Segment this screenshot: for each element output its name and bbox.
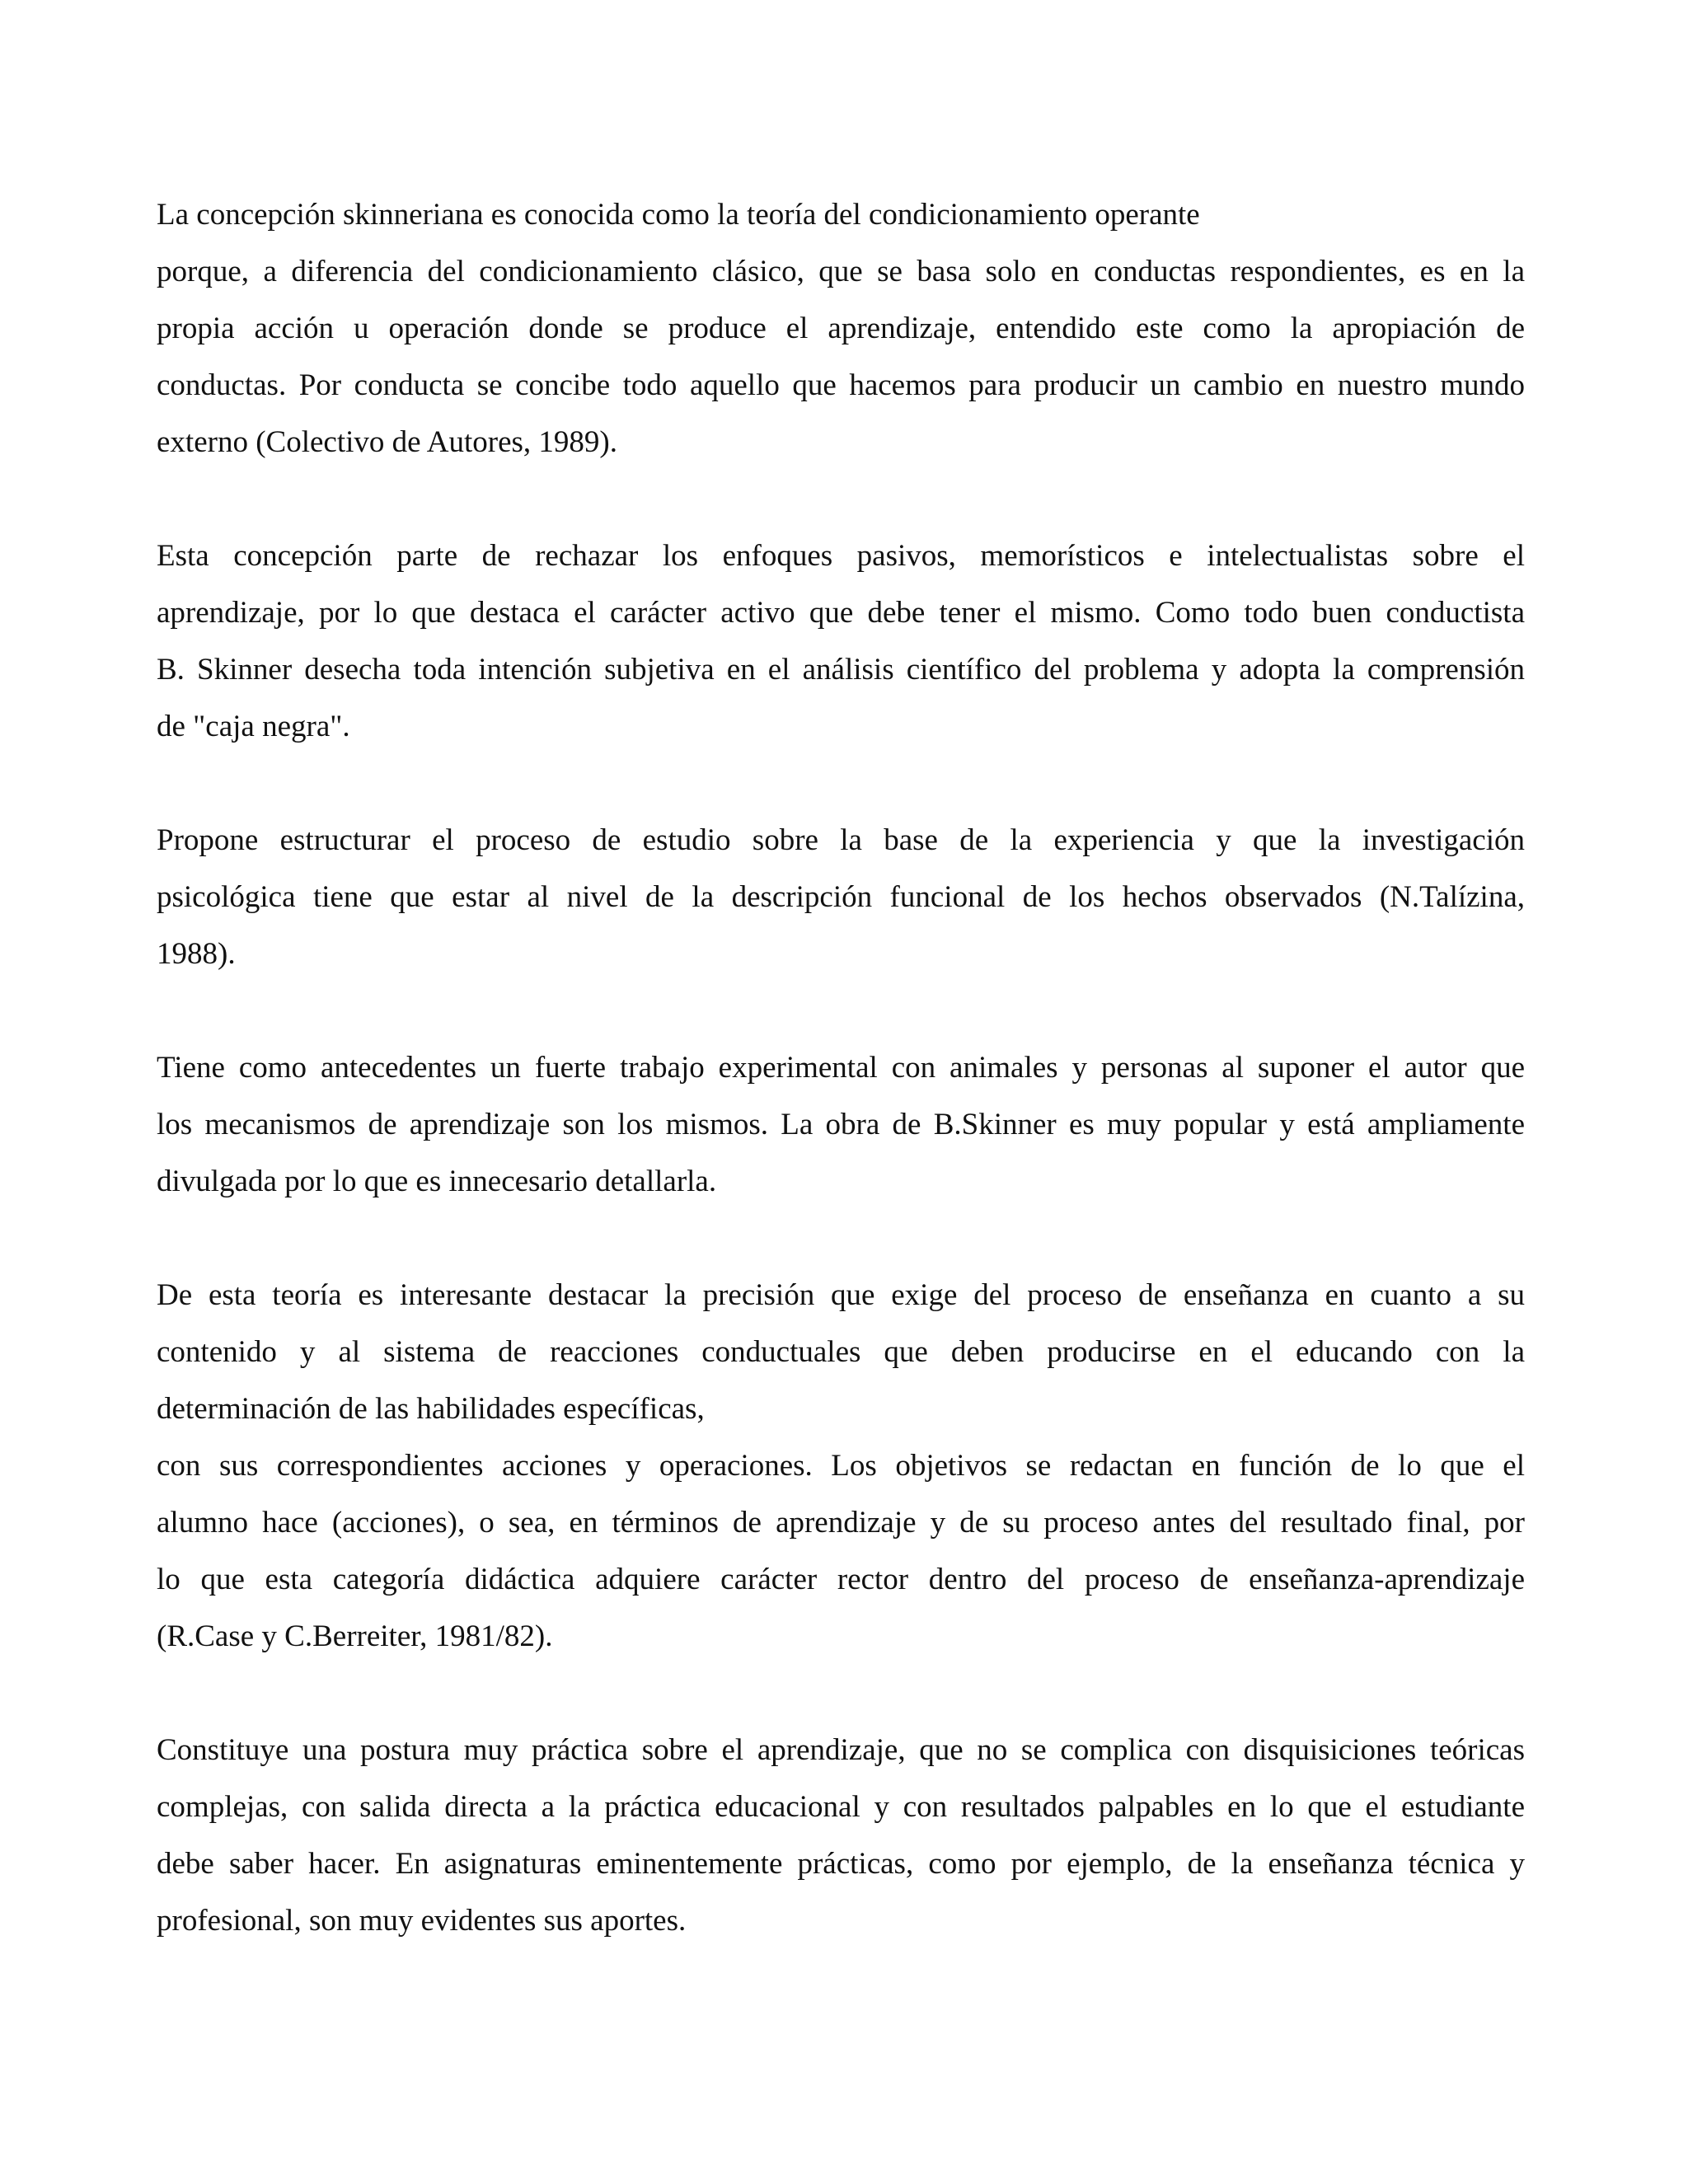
paragraph-line: De esta teoría es interesante destacar la precisión que exige del proceso de enseñanza en cuanto a su (157, 1278, 1525, 1312)
paragraph-line: porque, a diferencia del condicionamiento clásico, que se basa solo en conductas respondientes, es en la (157, 255, 1525, 288)
paragraph-spacer (157, 755, 1525, 812)
paragraph-line: de "caja negra". (157, 710, 350, 743)
paragraph-line: Propone estructurar el proceso de estudio sobre la base de la experiencia y que la investigación (157, 823, 1525, 857)
paragraph-line: Constituye una postura muy práctica sobre el aprendizaje, que no se complica con disquisiciones teóricas (157, 1733, 1525, 1767)
paragraph-line: Esta concepción parte de rechazar los enfoques pasivos, memorísticos e intelectualistas sobre el (157, 539, 1525, 573)
paragraph-line: divulgada por lo que es innecesario detallarla. (157, 1165, 717, 1198)
paragraph-line: alumno hace (acciones), o sea, en términos de aprendizaje y de su proceso antes del resultado final, por (157, 1506, 1525, 1540)
paragraph-line: externo (Colectivo de Autores, 1989). (157, 425, 617, 459)
paragraph-line: 1988). (157, 937, 236, 971)
paragraph-spacer (157, 1210, 1525, 1267)
paragraph-spacer (157, 1665, 1525, 1722)
paragraph-line: profesional, son muy evidentes sus aportes. (157, 1904, 687, 1938)
paragraph-line: los mecanismos de aprendizaje son los mismos. La obra de B.Skinner es muy popular y está ampliamente (157, 1108, 1525, 1141)
paragraph-line: determinación de las habilidades específicas, (157, 1392, 705, 1426)
document-body (157, 186, 1525, 1949)
paragraph-1 (157, 186, 1525, 471)
paragraph-line: complejas, con salida directa a la práctica educacional y con resultados palpables en lo que el estudiante (157, 1790, 1525, 1824)
paragraph-line: psicológica tiene que estar al nivel de la descripción funcional de los hechos observados (N.Talízina, (157, 880, 1525, 914)
paragraph-line: (R.Case y C.Berreiter, 1981/82). (157, 1619, 553, 1653)
paragraph-line: propia acción u operación donde se produce el aprendizaje, entendido este como la apropiación de (157, 312, 1525, 345)
paragraph-line: debe saber hacer. En asignaturas eminentemente prácticas, como por ejemplo, de la enseñanza técnica y (157, 1847, 1525, 1881)
paragraph-2 (157, 527, 1525, 755)
paragraph-line: contenido y al sistema de reacciones conductuales que deben producirse en el educando con la (157, 1335, 1525, 1369)
paragraph-4 (157, 1039, 1525, 1210)
paragraph-spacer (157, 471, 1525, 527)
paragraph-line: aprendizaje, por lo que destaca el carácter activo que debe tener el mismo. Como todo buen conductista (157, 596, 1525, 630)
paragraph-line: La concepción skinneriana es conocida como la teoría del condicionamiento operante (157, 198, 1200, 232)
paragraph-3 (157, 812, 1525, 982)
paragraph-spacer (157, 982, 1525, 1039)
paragraph-6 (157, 1722, 1525, 1949)
paragraph-line: con sus correspondientes acciones y operaciones. Los objetivos se redactan en función de lo que el (157, 1449, 1525, 1483)
paragraph-line: conductas. Por conducta se concibe todo aquello que hacemos para producir un cambio en nuestro mundo (157, 368, 1525, 402)
paragraph-line: B. Skinner desecha toda intención subjetiva en el análisis científico del problema y adopta la comprensión (157, 653, 1525, 687)
paragraph-line: lo que esta categoría didáctica adquiere carácter rector dentro del proceso de enseñanza-aprendizaje (157, 1563, 1525, 1596)
paragraph-5 (157, 1267, 1525, 1665)
paragraph-line: Tiene como antecedentes un fuerte trabajo experimental con animales y personas al suponer el autor que (157, 1051, 1525, 1085)
